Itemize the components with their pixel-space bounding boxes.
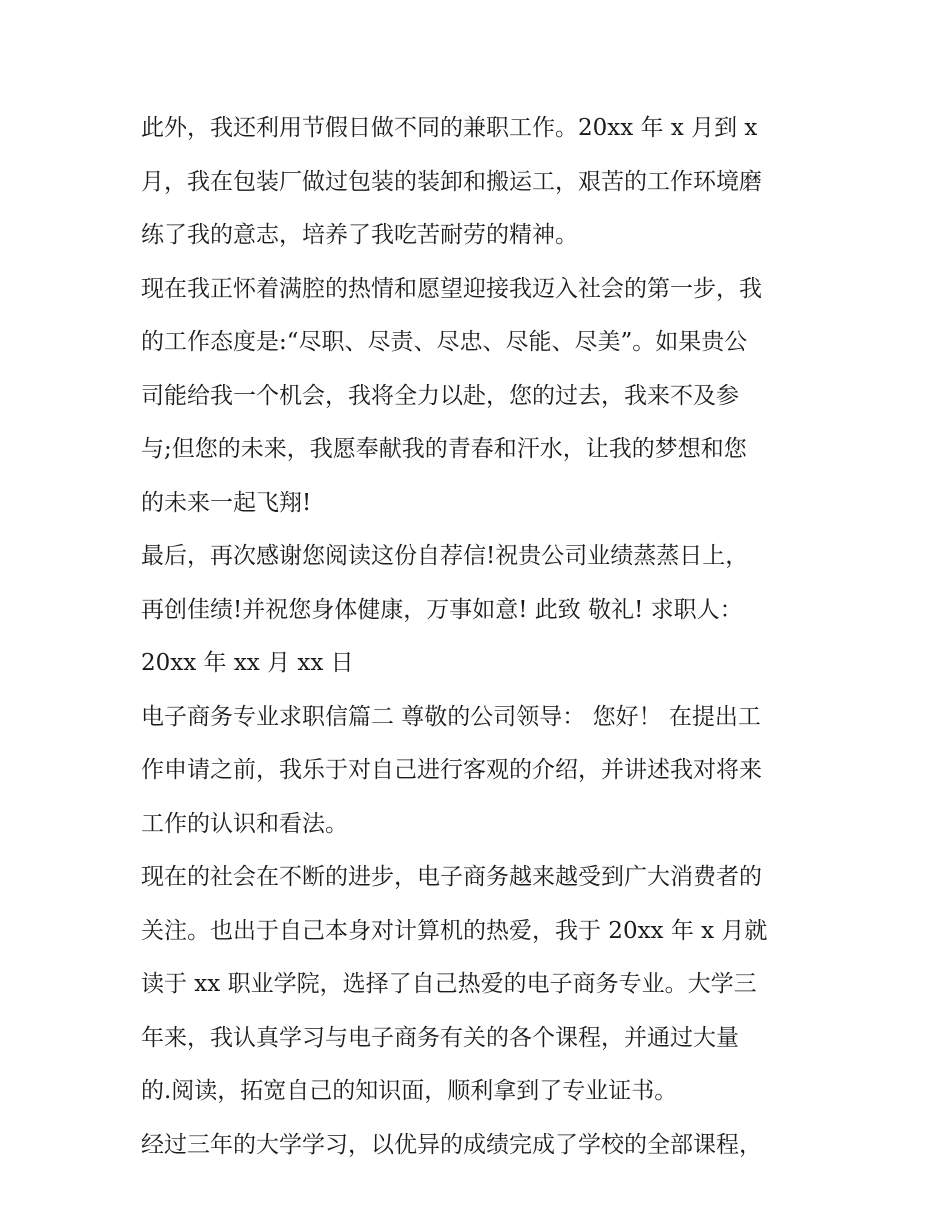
- text-line: 20xx 年 xx 月 xx 日: [141, 650, 354, 676]
- text-line: 此外，我还利用节假日做不同的兼职工作。20xx 年 x 月到 x: [141, 115, 758, 141]
- text-line: 现在我正怀着满腔的热情和愿望迎接我迈入社会的第一步，我: [141, 275, 762, 302]
- text-line: 工作的认识和看法。: [141, 810, 348, 837]
- text-line: 现在的社会在不断的进步，电子商务越来越受到广大消费者的: [141, 864, 762, 890]
- text-line: 最后，再次感谢您阅读这份自荐信!祝贵公司业绩蒸蒸日上，: [141, 543, 749, 569]
- text-line: 关注。也出于自己本身对计算机的热爱，我于 20xx 年 x 月就: [141, 917, 768, 944]
- text-line: 再创佳绩!并祝您身体健康，万事如意! 此致 敬礼! 求职人：: [141, 596, 743, 623]
- text-line: 年来，我认真学习与电子商务有关的各个课程，并通过大量: [141, 1024, 739, 1051]
- text-line: 的工作态度是:“尽职、尽责、尽忠、尽能、尽美”。如果贵公: [141, 329, 748, 355]
- text-line: 作申请之前，我乐于对自己进行客观的介绍，并讲述我对将来: [141, 757, 762, 783]
- text-line: 的未来一起飞翔!: [141, 489, 312, 516]
- text-line: 读于 xx 职业学院，选择了自己热爱的电子商务专业。大学三: [141, 971, 757, 997]
- text-line: 电子商务专业求职信篇二 尊敬的公司领导： 您好！ 在提出工: [141, 703, 761, 730]
- text-line: 练了我的意志，培养了我吃苦耐劳的精神。: [141, 222, 578, 248]
- document-body: [141, 102, 821, 1172]
- text-line: 与;但您的未来，我愿奉献我的青春和汗水，让我的梦想和您: [141, 436, 747, 462]
- text-line: 经过三年的大学学习，以优异的成绩完成了学校的全部课程，: [141, 1131, 762, 1158]
- text-line: 司能给我一个机会，我将全力以赴，您的过去，我来不及参: [141, 382, 739, 409]
- text-line: 的.阅读，拓宽自己的知识面，顺利拿到了专业证书。: [141, 1078, 678, 1104]
- text-line: 月，我在包装厂做过包装的装卸和搬运工，艰苦的工作环境磨: [141, 168, 762, 195]
